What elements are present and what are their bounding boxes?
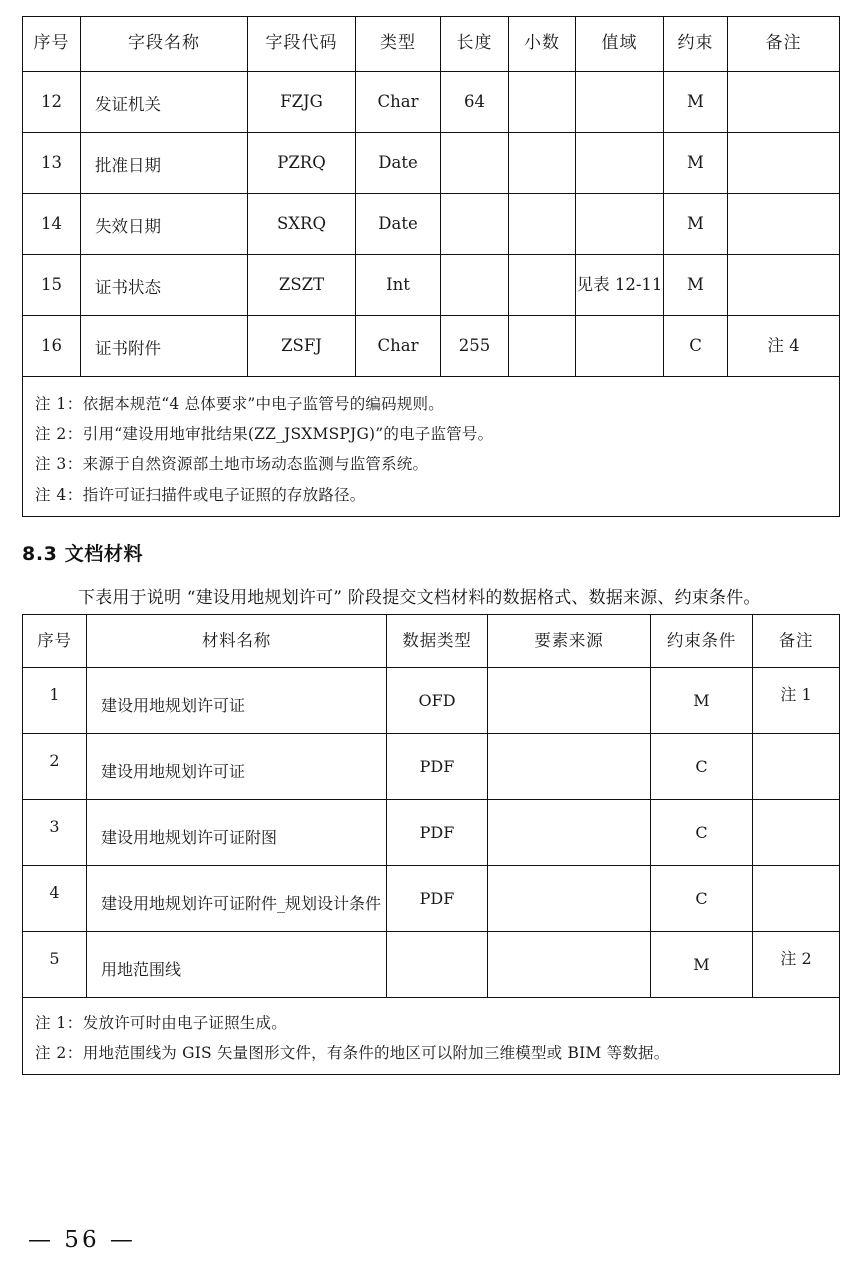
cell-length-text: 255	[458, 335, 491, 355]
cell-remark-text	[753, 866, 839, 931]
cell-seq	[23, 866, 87, 932]
note-label: 注 1：	[35, 1014, 83, 1032]
note-label: 注 2：	[35, 1044, 83, 1063]
cell-source-text	[488, 866, 650, 931]
cell-domain-text	[576, 194, 663, 254]
section-heading: 8.3 文档材料	[22, 543, 144, 565]
page-number: — 56 —	[28, 1227, 136, 1253]
cell-decimal	[509, 255, 576, 316]
col-header-length	[441, 17, 509, 72]
table-row	[23, 72, 840, 133]
cell-decimal-text	[509, 316, 575, 376]
cell-source-text	[488, 734, 650, 799]
cell-field-name-text: 批准日期	[95, 155, 161, 175]
cell-constraint-text: M	[693, 954, 710, 974]
cell-type	[356, 133, 441, 194]
cell-constraint-text: C	[695, 822, 708, 842]
note-line	[35, 389, 839, 419]
cell-field-name	[81, 255, 248, 316]
cell-constraint	[651, 932, 753, 998]
cell-material-name	[87, 734, 387, 800]
cell-material-name-text: 建设用地规划许可证附件_规划设计条件	[101, 893, 382, 913]
cell-remark-text	[753, 734, 839, 799]
col-header-source	[488, 615, 651, 668]
cell-seq	[23, 932, 87, 998]
note-line	[35, 1038, 839, 1068]
col-header-seq	[23, 615, 87, 668]
table-row	[23, 133, 840, 194]
col-header-field-code-label: 字段代码	[265, 33, 338, 54]
table-row	[23, 316, 840, 377]
cell-material-name-text: 建设用地规划许可证附图	[101, 827, 278, 847]
col-header-datatype	[387, 615, 488, 668]
cell-remark	[753, 734, 840, 800]
cell-field-code-text: SXRQ	[276, 213, 326, 233]
cell-seq	[23, 734, 87, 800]
cell-remark-text: 注 1	[780, 684, 812, 704]
cell-source	[488, 668, 651, 734]
note-label: 注 4：	[35, 485, 83, 504]
cell-seq	[23, 668, 87, 734]
cell-field-code-text: PZRQ	[277, 152, 326, 172]
document-material-table	[22, 614, 840, 1075]
col-header-remark-label: 备注	[765, 33, 802, 54]
cell-remark-text	[728, 194, 839, 254]
cell-material-name-text: 建设用地规划许可证	[101, 761, 246, 781]
col-header-seq-label: 序号	[37, 630, 72, 650]
cell-remark-text	[728, 255, 839, 315]
col-header-constraint	[664, 17, 728, 72]
cell-field-name-text: 发证机关	[95, 94, 161, 114]
field-table-notes-row	[23, 377, 840, 517]
table-row	[23, 668, 840, 734]
col-header-decimal-label: 小数	[524, 33, 560, 54]
cell-remark-text: 注 2	[780, 948, 812, 968]
cell-seq	[23, 133, 81, 194]
cell-datatype-text: PDF	[419, 888, 455, 908]
cell-material-name-text: 建设用地规划许可证	[101, 695, 246, 715]
cell-field-name	[81, 72, 248, 133]
table-row	[23, 734, 840, 800]
col-header-remark	[753, 615, 840, 668]
cell-constraint-text: M	[687, 91, 704, 111]
cell-constraint	[651, 800, 753, 866]
cell-type-text: Date	[378, 213, 418, 233]
col-header-seq-label: 序号	[33, 33, 70, 54]
cell-decimal-text	[509, 133, 575, 193]
cell-field-code	[248, 255, 356, 316]
col-header-decimal	[509, 17, 576, 72]
cell-field-name-text: 失效日期	[95, 216, 161, 236]
cell-decimal-text	[509, 194, 575, 254]
cell-constraint	[664, 133, 728, 194]
note-label: 注 3：	[35, 455, 83, 474]
cell-length	[441, 255, 509, 316]
cell-field-code	[248, 316, 356, 377]
cell-length-text	[441, 255, 508, 315]
cell-remark-text: 注 4	[767, 335, 800, 355]
cell-remark	[753, 668, 840, 734]
cell-datatype-text: OFD	[418, 690, 456, 710]
col-header-field-code	[248, 17, 356, 72]
cell-source-text	[488, 800, 650, 865]
note-text: 发放许可时由电子证照生成。	[82, 1014, 287, 1032]
cell-datatype	[387, 866, 488, 932]
cell-field-code	[248, 72, 356, 133]
cell-constraint	[651, 734, 753, 800]
note-text: 来源于自然资源部土地市场动态监测与监管系统。	[82, 455, 429, 474]
cell-material-name	[87, 932, 387, 998]
note-line	[35, 1008, 839, 1038]
cell-length	[441, 72, 509, 133]
cell-type	[356, 194, 441, 255]
cell-remark-text	[728, 72, 839, 132]
cell-decimal	[509, 72, 576, 133]
cell-material-name-text: 用地范围线	[101, 959, 182, 979]
cell-length-text: 64	[464, 91, 485, 111]
table-row	[23, 194, 840, 255]
cell-seq-text: 14	[41, 213, 62, 233]
cell-constraint-text: M	[687, 213, 704, 233]
cell-field-name-text: 证书附件	[95, 338, 161, 358]
cell-field-code	[248, 133, 356, 194]
cell-domain-text	[576, 133, 663, 193]
table-row	[23, 932, 840, 998]
note-label: 注 2：	[35, 425, 83, 444]
cell-domain	[576, 316, 664, 377]
cell-seq	[23, 194, 81, 255]
cell-domain-text	[576, 72, 663, 132]
note-text: 引用“建设用地审批结果(ZZ_JSXMSPJG)”的电子监管号。	[82, 425, 494, 444]
material-table-notes	[23, 998, 839, 1074]
cell-constraint	[664, 72, 728, 133]
note-text: 依据本规范“4 总体要求”中电子监管号的编码规则。	[82, 395, 444, 413]
cell-material-name	[87, 866, 387, 932]
col-header-datatype-label: 数据类型	[402, 630, 472, 650]
field-definition-table	[22, 16, 840, 517]
cell-remark	[728, 133, 840, 194]
cell-type-text: Char	[377, 335, 419, 355]
cell-constraint	[664, 316, 728, 377]
cell-domain	[576, 72, 664, 133]
cell-remark	[753, 866, 840, 932]
cell-remark	[728, 255, 840, 316]
cell-type-text: Date	[378, 152, 418, 172]
note-line	[35, 419, 839, 449]
table-row	[23, 866, 840, 932]
cell-seq-text: 15	[41, 274, 62, 294]
cell-type	[356, 316, 441, 377]
cell-seq-text: 12	[41, 91, 62, 111]
col-header-source-label: 要素来源	[534, 630, 604, 650]
cell-field-name	[81, 133, 248, 194]
cell-seq-text: 16	[41, 335, 62, 355]
cell-length	[441, 133, 509, 194]
cell-seq-text: 4	[49, 882, 60, 902]
cell-constraint-text: M	[693, 690, 710, 710]
col-header-remark	[728, 17, 840, 72]
cell-field-name	[81, 194, 248, 255]
table-row	[23, 800, 840, 866]
cell-field-code-text: ZSFJ	[281, 335, 322, 355]
material-table-notes-row	[23, 998, 840, 1075]
col-header-domain-label: 值域	[601, 33, 638, 54]
cell-decimal-text	[509, 72, 575, 132]
note-text: 指许可证扫描件或电子证照的存放路径。	[82, 485, 366, 504]
cell-domain	[576, 133, 664, 194]
cell-decimal	[509, 316, 576, 377]
col-header-domain	[576, 17, 664, 72]
col-header-constraint-label: 约束条件	[666, 630, 737, 650]
cell-field-name-text: 证书状态	[95, 277, 161, 297]
cell-seq-text: 5	[49, 948, 60, 968]
cell-datatype	[387, 668, 488, 734]
cell-remark	[728, 194, 840, 255]
note-label: 注 1：	[35, 395, 83, 413]
cell-seq	[23, 316, 81, 377]
cell-type-text: Char	[377, 91, 419, 111]
cell-length-text	[441, 133, 508, 193]
cell-datatype-text: PDF	[419, 756, 455, 776]
cell-source	[488, 932, 651, 998]
cell-constraint-text: C	[695, 888, 708, 908]
note-text: 用地范围线为 GIS 矢量图形文件，有条件的地区可以附加三维模型或 BIM 等数据。	[82, 1044, 670, 1063]
cell-seq	[23, 255, 81, 316]
col-header-seq	[23, 17, 81, 72]
col-header-length-label: 长度	[456, 33, 493, 54]
cell-constraint-text: M	[687, 152, 704, 172]
cell-source-text	[488, 668, 650, 733]
cell-seq-text: 1	[49, 684, 60, 704]
cell-field-code-text: ZSZT	[278, 274, 325, 294]
cell-field-code	[248, 194, 356, 255]
cell-source	[488, 734, 651, 800]
col-header-constraint	[651, 615, 753, 668]
cell-material-name	[87, 668, 387, 734]
col-header-material-name-label: 材料名称	[201, 630, 272, 650]
cell-seq-text: 2	[49, 750, 60, 770]
cell-datatype	[387, 800, 488, 866]
cell-type	[356, 72, 441, 133]
col-header-type-label: 类型	[380, 33, 416, 54]
cell-material-name	[87, 800, 387, 866]
note-line	[35, 480, 839, 510]
cell-constraint	[664, 255, 728, 316]
cell-constraint	[664, 194, 728, 255]
col-header-field-name	[81, 17, 248, 72]
col-header-field-name-label: 字段名称	[128, 33, 200, 54]
cell-length-text	[441, 194, 508, 254]
cell-datatype	[387, 734, 488, 800]
cell-seq-text: 13	[41, 152, 62, 172]
cell-remark-text	[753, 800, 839, 865]
cell-seq	[23, 72, 81, 133]
cell-constraint-text: C	[695, 756, 708, 776]
cell-seq	[23, 800, 87, 866]
col-header-remark-label: 备注	[778, 630, 814, 650]
cell-constraint-text: C	[689, 335, 702, 355]
cell-decimal	[509, 133, 576, 194]
cell-length	[441, 194, 509, 255]
cell-field-name	[81, 316, 248, 377]
field-table-header-row	[23, 17, 840, 72]
cell-domain	[576, 194, 664, 255]
cell-type	[356, 255, 441, 316]
field-table-notes-cell	[23, 377, 840, 517]
cell-datatype-text	[387, 932, 487, 997]
cell-remark	[753, 932, 840, 998]
field-table-notes	[23, 377, 839, 516]
cell-remark	[728, 316, 840, 377]
material-table-notes-cell	[23, 998, 840, 1075]
cell-source-text	[488, 932, 650, 997]
cell-remark	[728, 72, 840, 133]
cell-decimal	[509, 194, 576, 255]
cell-source	[488, 866, 651, 932]
cell-domain	[576, 255, 664, 316]
col-header-material-name	[87, 615, 387, 668]
cell-constraint	[651, 668, 753, 734]
cell-seq-text: 3	[49, 816, 60, 836]
cell-length	[441, 316, 509, 377]
cell-remark	[753, 800, 840, 866]
cell-type-text: Int	[386, 274, 410, 294]
cell-remark-text	[728, 133, 839, 193]
table-row	[23, 255, 840, 316]
cell-source	[488, 800, 651, 866]
cell-domain-text: 见表 12-11	[576, 274, 663, 294]
material-table-header-row	[23, 615, 840, 668]
cell-datatype-text: PDF	[419, 822, 455, 842]
cell-decimal-text	[509, 255, 575, 315]
cell-datatype	[387, 932, 488, 998]
note-line	[35, 449, 839, 479]
cell-constraint	[651, 866, 753, 932]
section-intro-paragraph: 下表用于说明 “建设用地规划许可” 阶段提交文档材料的数据格式、数据来源、约束条件。	[78, 588, 761, 608]
col-header-type	[356, 17, 441, 72]
cell-constraint-text: M	[687, 274, 704, 294]
cell-domain-text	[576, 316, 663, 376]
cell-field-code-text: FZJG	[280, 91, 323, 111]
col-header-constraint-label: 约束	[677, 33, 714, 54]
